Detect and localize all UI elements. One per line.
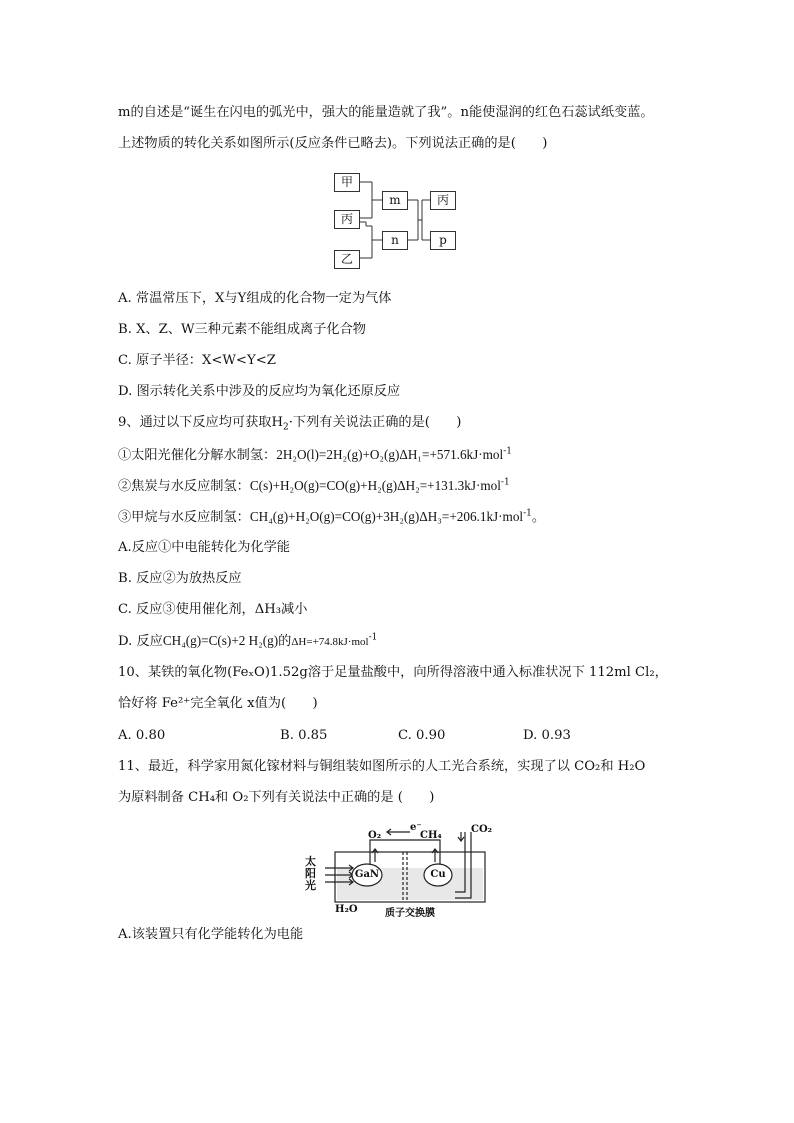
q10-option-a: A. 0.80 [118,728,166,743]
q9-option-b: B. 反应②为放热反应 [118,571,242,586]
ch4-label: CH₄ [420,830,442,841]
membrane-label: 质子交换膜 [385,908,435,919]
q10-options [118,726,571,746]
q9-optd-equation: CH₄(g)=C(s)+2 H₂(g) [162,633,279,648]
q9-optd-value: ΔH=+74.8kJ·mol [291,636,369,648]
flow-box-m: m [382,191,408,210]
q9-optd-sup: -1 [368,632,378,643]
cu-electrode-label: Cu [430,869,446,880]
electron-label: e⁻ [410,822,422,833]
o2-label: O₂ [368,830,382,841]
q10-option-b: B. 0.85 [280,728,328,743]
q9-reaction-1 [118,445,512,466]
q9-r2-equation: C(s)+H₂O(g)=CO(g)+H₂(g)ΔH₂=+131.3kJ·mol [249,478,501,493]
q9-optd-mid: 的 [278,634,292,649]
q11-line-2: 为原料制备 CH₄和 O₂下列有关说法中正确的是 ( ) [118,790,435,805]
q9-r1-equation: 2H₂O(l)=2H₂(g)+O₂(g)ΔH₁=+571.6kJ·mol [276,447,504,462]
sunlight-char-2: 阳 [305,867,316,880]
q8-option-b: B. X、Z、W三种元素不能组成离子化合物 [118,322,366,337]
q10-option-d: D. 0.93 [523,728,571,743]
q10-line-1: 10、某铁的氧化物(FeₓO)1.52g溶于足量盐酸中，向所得溶液中通入标准状况下 112ml Cl₂， [118,665,668,680]
q9-option-a: A.反应①中电能转化为化学能 [118,540,290,555]
sunlight-char-3: 光 [305,879,316,892]
flow-box-n: n [382,231,408,250]
q8-option-c: C. 原子半径：X<W<Y<Z [118,353,276,368]
q9-r1-sup: -1 [503,446,512,457]
q9-r2-sup: -1 [500,477,510,488]
intro-line-2: 上述物质的转化关系如图所示(反应条件已略去)。下列说法正确的是( ) [118,136,548,151]
q9-reaction-3 [118,507,545,528]
q11-line-1: 11、最近，科学家用氮化镓材料与铜组装如图所示的人工光合系统，实现了以 CO₂和 H₂O [118,759,646,774]
intro-line-1: m的自述是“诞生在闪电的弧光中，强大的能量造就了我”。n能使湿润的红色石蕊试纸变蓝。 [118,105,654,120]
flow-diagram [330,170,465,270]
q8-option-a: A. 常温常压下，X与Y组成的化合物一定为气体 [118,291,392,306]
flow-box-jia: 甲 [334,173,360,192]
q10-option-c: C. 0.90 [398,728,446,743]
co2-label: CO₂ [471,824,493,835]
q8-option-d: D. 图示转化关系中涉及的反应均为氧化还原反应 [118,384,401,399]
flow-box-bing-left: 丙 [334,210,360,229]
sunlight-label [305,856,316,892]
q9-r3-equation: CH₄(g)+H₂O(g)=CO(g)+3H₂(g)ΔH₃=+206.1kJ·mol [249,509,524,524]
q9-option-c: C. 反应③使用催化剂，ΔH₃减小 [118,602,308,617]
q9-reaction-2 [118,476,510,497]
q11-option-a: A.该装置只有化学能转化为电能 [118,927,304,942]
h2o-label: H₂O [335,904,358,915]
sunlight-char-1: 太 [305,855,316,868]
q9-r1-label: ①太阳光催化分解水制氢： [118,448,277,463]
flow-box-bing-right: 丙 [430,191,456,210]
q9-r3-end: 。 [531,510,546,525]
photosynthesis-cell-diagram [305,822,495,918]
q9-r3-label: ③甲烷与水反应制氢： [118,510,250,525]
flow-box-p: p [430,231,456,250]
q9-option-d [118,631,377,652]
q9-r3-sup: -1 [523,508,532,519]
q10-line-2: 恰好将 Fe²⁺完全氧化 x值为( ) [118,696,318,711]
flow-box-yi: 乙 [334,250,360,269]
q9-stem [118,413,461,433]
q9-stem-prefix: 9、通过以下反应均可获取 [118,415,272,430]
q9-stem-h: H [271,415,283,430]
q9-stem-suffix: ·下列有关说法正确的是( ) [288,415,462,430]
gan-electrode-label: GaN [354,869,380,880]
q9-r2-label: ②焦炭与水反应制氢： [118,479,250,494]
q9-stem-sub: 2 [282,422,289,433]
q9-optd-prefix: D. 反应 [118,634,163,649]
